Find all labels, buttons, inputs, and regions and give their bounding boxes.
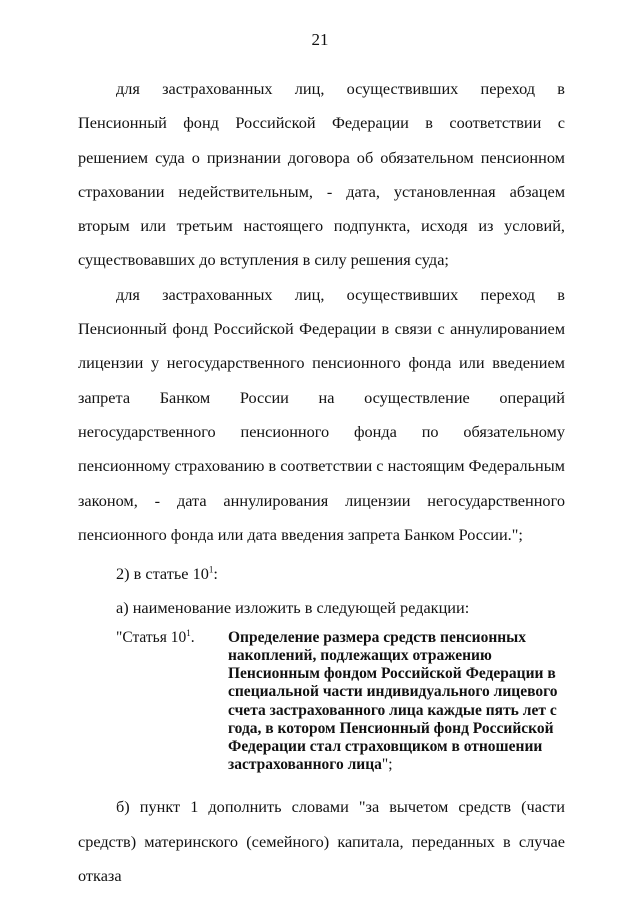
paragraph-item-2 <box>78 557 565 591</box>
document-body <box>78 72 565 893</box>
paragraph-item-b: б) пункт 1 дополнить словами "за вычетом средств (части средств) материнского (семейного) капитала, переданных в случае отказа <box>78 797 565 885</box>
article-title-text: Определение размера средств пенсионных накоплений, подлежащих отражению Пенсионным фондом Российской Федерации в специальной части индивидуального лицевого счета застрахованного лица каждые пять лет с года, в котором Пенсионный фонд Российской Федерации стал страховщиком в отношении застрахованного лица <box>228 628 558 774</box>
item-2-colon: : <box>213 564 218 584</box>
article-title-end: "; <box>381 756 393 774</box>
article-label-text: "Статья 10 <box>116 628 187 646</box>
paragraph-license-annulment: для застрахованных лиц, осуществивших переход в Пенсионный фонд Российской Федерации в связи с аннулированием лицензии у негосударственного пенсионного фонда или введением запрета Банком России на осуществление операций негосударственного пенсионного фонда по обязательному пенсионному страхованию в соответствии с настоящим Федеральным законом, - дата аннулирования лицензии негосударственного пенсионного фонда или дата введения запрета Банком России."; <box>78 284 565 544</box>
page-number: 21 <box>311 30 329 49</box>
paragraph-item-a: а) наименование изложить в следующей редакции: <box>116 598 470 618</box>
article-title <box>228 629 564 775</box>
item-2-text: 2) в статье 10 <box>116 564 209 584</box>
article-label <box>116 629 228 775</box>
item-2-superscript: 1 <box>208 564 214 575</box>
article-label-dot: . <box>190 628 195 646</box>
paragraph-court-transfer: для застрахованных лиц, осуществивших переход в Пенсионный фонд Российской Федерации в соответствии с решением суда о признании договора об обязательном пенсионном страховании недействительным, - дата, установленная абзацем вторым или третьим настоящего подпункта, исходя из условий, существовавших до вступления в силу решения суда; <box>78 79 565 270</box>
article-heading-block <box>116 629 565 775</box>
article-label-superscript: 1 <box>186 627 191 638</box>
